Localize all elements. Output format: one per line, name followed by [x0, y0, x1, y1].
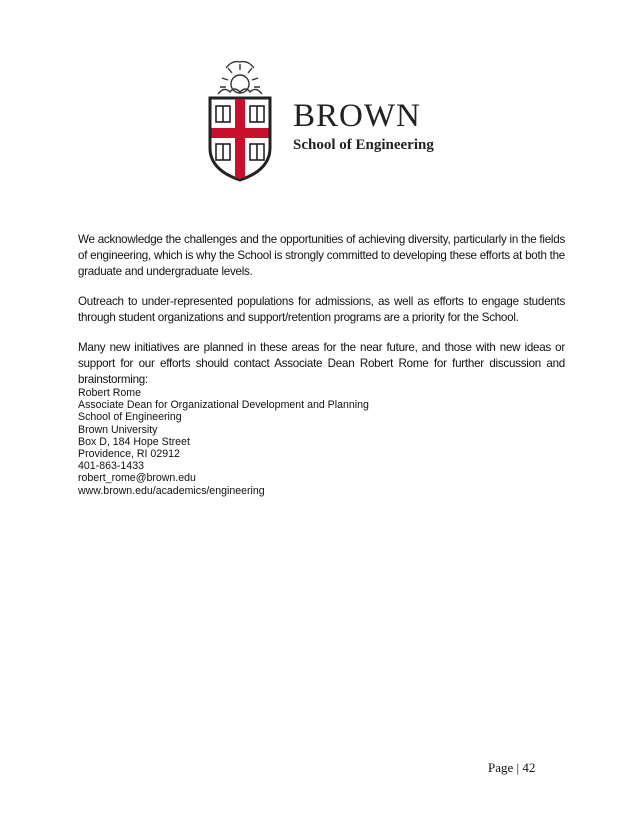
logo-subtitle: School of Engineering — [293, 137, 434, 153]
contact-city: Providence, RI 02912 — [78, 448, 180, 461]
contact-name: Robert Rome — [78, 387, 141, 399]
brown-shield-icon — [204, 56, 294, 186]
paragraph-diversity: We acknowledge the challenges and the opportunities of achieving diversity, particularly in the fields of engineering, which is why the School is strongly committed to developing these efforts at both the graduate and undergraduate levels. — [78, 233, 565, 278]
contact-university: Brown University — [78, 423, 158, 436]
logo-title: BROWN — [293, 98, 421, 134]
brown-engineering-logo — [204, 56, 464, 186]
body-text — [78, 232, 565, 402]
sun-crest-icon — [218, 62, 262, 94]
page-number: Page | 42 — [488, 760, 536, 775]
contact-title: Associate Dean for Organizational Development and Planning — [78, 399, 369, 412]
contact-email: robert_rome@brown.edu — [78, 472, 196, 485]
contact-website: www.brown.edu/academics/engineering — [78, 484, 265, 497]
contact-block — [78, 387, 369, 497]
contact-address: Box D, 184 Hope Street — [78, 435, 190, 448]
shield-cross-horizontal — [212, 128, 269, 138]
shield-cross-vertical — [235, 99, 245, 178]
paragraph-outreach: Outreach to under-represented populations for admissions, as well as efforts to engage students through student organizations and support/retention programs are a priority for the School. — [78, 295, 565, 324]
contact-phone: 401-863-1433 — [78, 460, 144, 473]
paragraph-initiatives: Many new initiatives are planned in these areas for the near future, and those with new ideas or support for our efforts should contact Associate Dean Robert Rome for further discussion and brainstorming: — [78, 341, 565, 386]
contact-school: School of Engineering — [78, 411, 182, 424]
